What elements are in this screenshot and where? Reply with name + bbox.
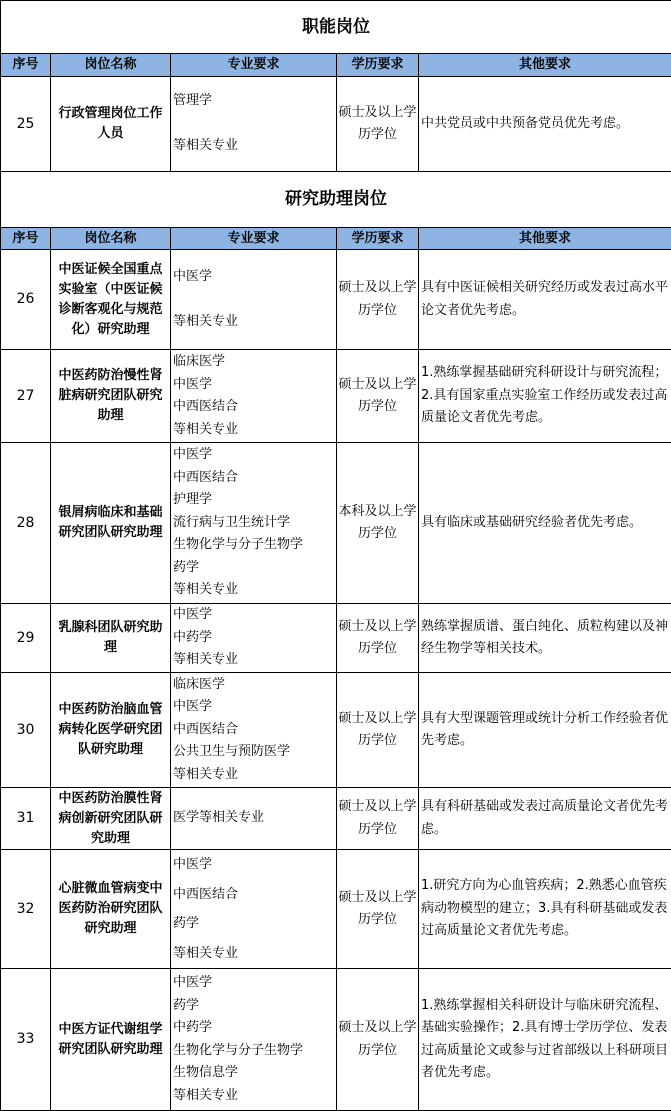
major-requirements (171, 673, 337, 788)
major-item: 药学 (173, 909, 336, 939)
table-row (1, 788, 671, 850)
major-item: 医学等相关专业 (173, 807, 336, 830)
position-name: 心脏微血管病变中医药防治研究团队研究助理 (51, 850, 171, 969)
header-row (1, 228, 671, 250)
education-requirement: 硕士及以上学历学位 (337, 250, 419, 350)
other-requirements: 具有临床或基础研究经验者优先考虑。 (419, 443, 671, 604)
major-item: 等相关专业 (173, 135, 336, 158)
education-requirement: 硕士及以上学历学位 (337, 788, 419, 850)
major-item: 生物信息学 (173, 1062, 336, 1085)
col-header-name: 岗位名称 (51, 228, 171, 250)
education-requirement: 硕士及以上学历学位 (337, 604, 419, 673)
position-name: 中医药防治脑血管病转化医学研究团队研究助理 (51, 673, 171, 788)
major-item: 临床医学 (173, 674, 336, 697)
major-requirements (171, 350, 337, 443)
major-item: 中医学 (173, 850, 336, 880)
other-requirements: 具有大型课题管理或统计分析工作经验者优先考虑。 (419, 673, 671, 788)
row-number: 26 (1, 250, 51, 350)
major-item: 流行病与卫生统计学 (173, 512, 336, 535)
major-requirements (171, 443, 337, 604)
row-number: 30 (1, 673, 51, 788)
row-number: 27 (1, 350, 51, 443)
major-item: 中西医结合 (173, 880, 336, 910)
major-requirements (171, 250, 337, 350)
position-name: 中医证候全国重点实验室（中医证候诊断客观化与规范化）研究助理 (51, 250, 171, 350)
table-row (1, 350, 671, 443)
major-item: 等相关专业 (173, 939, 336, 969)
major-item: 中医学 (173, 604, 336, 627)
major-item: 等相关专业 (173, 649, 336, 672)
major-item: 中医学 (173, 266, 336, 289)
row-number: 25 (1, 77, 51, 172)
table-row (1, 443, 671, 604)
other-requirements: 具有科研基础或发表过高质量论文者优先考虑。 (419, 788, 671, 850)
major-item: 临床医学 (173, 351, 336, 374)
major-item: 中药学 (173, 1017, 336, 1040)
col-header-num: 序号 (1, 54, 51, 77)
major-item: 中药学 (173, 627, 336, 650)
major-item: 公共卫生与预防医学 (173, 741, 336, 764)
position-name: 中医药防治慢性肾脏病研究团队研究助理 (51, 350, 171, 443)
education-requirement: 硕士及以上学历学位 (337, 77, 419, 172)
major-requirements (171, 788, 337, 850)
table-row (1, 673, 671, 788)
major-item: 中西医结合 (173, 467, 336, 490)
major-item: 药学 (173, 995, 336, 1018)
other-requirements: 1.研究方向为心血管疾病；2.熟悉心血管疾病动物模型的建立；3.具有科研基础或发表过高质量论文者优先考虑。 (419, 850, 671, 969)
major-item: 等相关专业 (173, 579, 336, 602)
section-title-row (1, 172, 671, 228)
position-name: 中医药防治膜性肾病创新研究团队研究助理 (51, 788, 171, 850)
major-requirements (171, 77, 337, 172)
major-item: 生物化学与分子生物学 (173, 534, 336, 557)
other-requirements (419, 350, 671, 443)
major-item: 等相关专业 (173, 1085, 336, 1108)
table-row (1, 850, 671, 969)
major-item: 管理学 (173, 90, 336, 113)
table-row (1, 250, 671, 350)
col-header-major: 专业要求 (171, 228, 337, 250)
major-requirements (171, 969, 337, 1111)
section-title: 职能岗位 (1, 1, 671, 54)
col-header-name: 岗位名称 (51, 54, 171, 77)
major-requirements (171, 604, 337, 673)
col-header-edu: 学历要求 (337, 228, 419, 250)
col-header-major: 专业要求 (171, 54, 337, 77)
row-number: 31 (1, 788, 51, 850)
major-item: 中西医结合 (173, 396, 336, 419)
major-item: 中医学 (173, 696, 336, 719)
position-name: 银屑病临床和基础研究团队研究助理 (51, 443, 171, 604)
section-title-row (1, 1, 671, 54)
major-item: 等相关专业 (173, 419, 336, 442)
major-item: 等相关专业 (173, 764, 336, 787)
education-requirement: 硕士及以上学历学位 (337, 850, 419, 969)
col-header-num: 序号 (1, 228, 51, 250)
col-header-other: 其他要求 (419, 54, 671, 77)
education-requirement: 硕士及以上学历学位 (337, 673, 419, 788)
other-requirements: 1.熟练掌握相关科研设计与临床研究流程、基础实验操作；2.具有博士学历学位、发表过高质量论文或参与过省部级以上科研项目者优先考虑。 (419, 969, 671, 1111)
other-requirements-text: 1.熟练掌握基础研究科研设计与研究流程；2.具有国家重点实验室工作经历或发表过高质量论文者优先考虑。 (421, 365, 667, 425)
major-item: 中医学 (173, 972, 336, 995)
education-requirement: 本科及以上学历学位 (337, 443, 419, 604)
major-item: 药学 (173, 557, 336, 580)
table-row (1, 969, 671, 1111)
table-row (1, 77, 671, 172)
row-number: 28 (1, 443, 51, 604)
major-item: 护理学 (173, 489, 336, 512)
education-requirement: 硕士及以上学历学位 (337, 350, 419, 443)
table-row (1, 604, 671, 673)
position-name: 行政管理岗位工作人员 (51, 77, 171, 172)
col-header-other: 其他要求 (419, 228, 671, 250)
other-requirements: 中共党员或中共预备党员优先考虑。 (419, 77, 671, 172)
position-name: 中医方证代谢组学研究团队研究助理 (51, 969, 171, 1111)
major-item (173, 113, 336, 136)
header-row (1, 54, 671, 77)
major-item (173, 288, 336, 311)
other-requirements: 熟练掌握质谱、蛋白纯化、质粒构建以及神经生物学等相关技术。 (419, 604, 671, 673)
education-requirement: 硕士及以上学历学位 (337, 969, 419, 1111)
major-item: 中西医结合 (173, 719, 336, 742)
row-number: 32 (1, 850, 51, 969)
major-item: 中医学 (173, 374, 336, 397)
major-item: 等相关专业 (173, 311, 336, 334)
section-title: 研究助理岗位 (1, 172, 671, 228)
row-number: 33 (1, 969, 51, 1111)
col-header-edu: 学历要求 (337, 54, 419, 77)
major-item: 生物化学与分子生物学 (173, 1040, 336, 1063)
major-requirements (171, 850, 337, 969)
other-requirements: 具有中医证候相关研究经历或发表过高水平论文者优先考虑。 (419, 250, 671, 350)
major-item: 中医学 (173, 444, 336, 467)
row-number: 29 (1, 604, 51, 673)
position-name: 乳腺科团队研究助理 (51, 604, 171, 673)
